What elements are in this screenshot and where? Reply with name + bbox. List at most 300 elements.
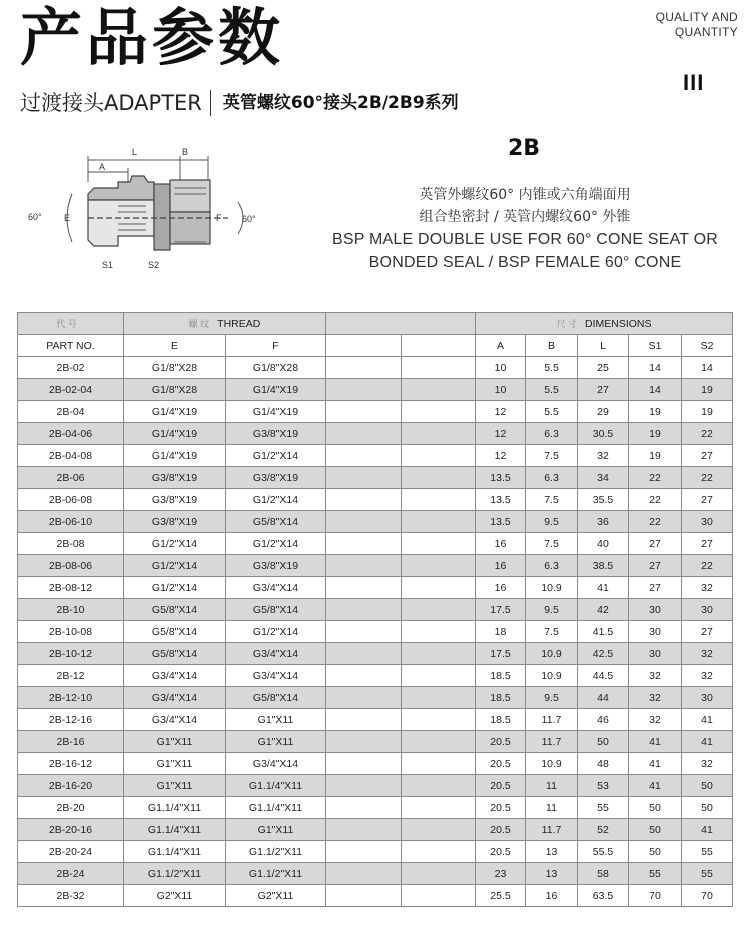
cell-s2: 30 (682, 511, 733, 533)
diagram-angle-left: 60° (28, 212, 42, 222)
cell-b: 16 (526, 885, 578, 907)
cell-s2: 41 (682, 731, 733, 753)
cell-e: G1/4"X19 (124, 423, 226, 445)
cell-s2: 32 (682, 665, 733, 687)
cell-a: 13.5 (476, 489, 526, 511)
cell-empty (402, 379, 476, 401)
diagram-label-S2: S2 (148, 260, 160, 270)
cell-f: G5/8"X14 (226, 687, 326, 709)
cell-s2: 55 (682, 841, 733, 863)
cell-part: 2B-10-12 (18, 643, 124, 665)
cell-empty (402, 643, 476, 665)
cell-e: G2"X11 (124, 885, 226, 907)
cell-l: 29 (578, 401, 629, 423)
cell-empty (402, 863, 476, 885)
cell-f: G5/8"X14 (226, 511, 326, 533)
spec-table (17, 312, 733, 907)
cell-part: 2B-20-16 (18, 819, 124, 841)
cell-empty (402, 533, 476, 555)
diagram-angle-right: 60° (242, 214, 256, 224)
cell-b: 10.9 (526, 665, 578, 687)
cell-part: 2B-10 (18, 599, 124, 621)
cell-b: 13 (526, 863, 578, 885)
table-row (18, 489, 733, 511)
cell-empty (326, 577, 402, 599)
cell-s2: 27 (682, 533, 733, 555)
cell-s1: 41 (629, 731, 682, 753)
cell-empty (326, 467, 402, 489)
cell-s1: 55 (629, 863, 682, 885)
cell-b: 5.5 (526, 379, 578, 401)
cell-l: 32 (578, 445, 629, 467)
quality-quantity-tag (656, 10, 738, 40)
cell-a: 20.5 (476, 731, 526, 753)
cell-f: G3/8"X19 (226, 555, 326, 577)
cell-empty (326, 863, 402, 885)
cell-empty (326, 819, 402, 841)
product-description (290, 184, 750, 274)
cell-l: 36 (578, 511, 629, 533)
cell-empty (326, 885, 402, 907)
cell-part: 2B-16-12 (18, 753, 124, 775)
cell-a: 20.5 (476, 775, 526, 797)
cell-part: 2B-24 (18, 863, 124, 885)
header-F: F (226, 335, 326, 357)
cell-s2: 41 (682, 819, 733, 841)
table-row (18, 555, 733, 577)
cell-e: G3/8"X19 (124, 467, 226, 489)
cell-f: G1/4"X19 (226, 401, 326, 423)
subtitle-row (20, 88, 459, 118)
cell-e: G1/2"X14 (124, 533, 226, 555)
cell-empty (326, 665, 402, 687)
cell-empty (402, 423, 476, 445)
cell-b: 13 (526, 841, 578, 863)
cell-l: 25 (578, 357, 629, 379)
cell-b: 5.5 (526, 401, 578, 423)
table-row (18, 797, 733, 819)
cell-part: 2B-12-10 (18, 687, 124, 709)
header-B: B (526, 335, 578, 357)
cell-a: 18.5 (476, 687, 526, 709)
cell-part: 2B-02-04 (18, 379, 124, 401)
cell-e: G3/4"X14 (124, 665, 226, 687)
cell-l: 53 (578, 775, 629, 797)
subtitle-divider (210, 90, 211, 116)
cell-a: 17.5 (476, 599, 526, 621)
cell-s1: 30 (629, 643, 682, 665)
cell-empty (326, 533, 402, 555)
header-blank (326, 313, 476, 335)
cell-s2: 19 (682, 379, 733, 401)
cell-s1: 30 (629, 599, 682, 621)
cell-s1: 27 (629, 533, 682, 555)
cell-s2: 32 (682, 643, 733, 665)
diagram-label-L: L (132, 147, 138, 157)
cell-s1: 32 (629, 665, 682, 687)
cell-s1: 22 (629, 489, 682, 511)
cell-a: 12 (476, 423, 526, 445)
cell-b: 7.5 (526, 621, 578, 643)
cell-a: 25.5 (476, 885, 526, 907)
cell-b: 9.5 (526, 599, 578, 621)
cell-e: G1/8"X28 (124, 379, 226, 401)
table-row (18, 863, 733, 885)
cell-empty (402, 819, 476, 841)
cell-part: 2B-12-16 (18, 709, 124, 731)
cell-empty (326, 401, 402, 423)
cell-a: 16 (476, 577, 526, 599)
cell-l: 38.5 (578, 555, 629, 577)
cell-f: G1/4"X19 (226, 379, 326, 401)
cell-b: 10.9 (526, 643, 578, 665)
desc-en-line-2: BONDED SEAL / BSP FEMALE 60° CONE (368, 254, 682, 271)
table-header-row-2 (18, 335, 733, 357)
table-row (18, 687, 733, 709)
table-row (18, 709, 733, 731)
cell-a: 20.5 (476, 819, 526, 841)
cell-s1: 14 (629, 379, 682, 401)
table-row (18, 379, 733, 401)
cell-f: G1.1/2"X11 (226, 863, 326, 885)
diagram-label-S1: S1 (102, 260, 114, 270)
desc-cn-line-1: 英管外螺纹60° 内锥或六角端面用 (419, 187, 631, 203)
cell-e: G5/8"X14 (124, 643, 226, 665)
table-row (18, 643, 733, 665)
cell-l: 48 (578, 753, 629, 775)
fitting-diagram (28, 142, 288, 272)
table-header-row-1 (18, 313, 733, 335)
cell-l: 55 (578, 797, 629, 819)
cell-empty (326, 379, 402, 401)
cell-a: 20.5 (476, 797, 526, 819)
cell-f: G2"X11 (226, 885, 326, 907)
cell-b: 6.3 (526, 467, 578, 489)
cell-s1: 41 (629, 753, 682, 775)
cell-part: 2B-20 (18, 797, 124, 819)
cell-s2: 32 (682, 753, 733, 775)
cell-empty (326, 643, 402, 665)
cell-empty (402, 555, 476, 577)
cell-f: G1.1/2"X11 (226, 841, 326, 863)
cell-empty (326, 555, 402, 577)
cell-e: G1.1/4"X11 (124, 797, 226, 819)
cell-f: G1.1/4"X11 (226, 797, 326, 819)
cell-s1: 27 (629, 555, 682, 577)
table-row (18, 775, 733, 797)
cell-b: 7.5 (526, 533, 578, 555)
cell-empty (326, 621, 402, 643)
cell-f: G3/8"X19 (226, 423, 326, 445)
cell-part: 2B-16-20 (18, 775, 124, 797)
cell-l: 34 (578, 467, 629, 489)
cell-f: G3/4"X14 (226, 577, 326, 599)
cell-e: G1"X11 (124, 753, 226, 775)
cell-empty (326, 599, 402, 621)
cell-empty (402, 841, 476, 863)
cell-e: G3/4"X14 (124, 709, 226, 731)
table-row (18, 445, 733, 467)
product-code: 2B (508, 136, 541, 161)
diagram-label-F: F (216, 213, 222, 223)
cell-a: 18.5 (476, 665, 526, 687)
category-label: 过渡接头ADAPTER (20, 91, 202, 115)
cell-f: G1/2"X14 (226, 489, 326, 511)
cell-e: G5/8"X14 (124, 599, 226, 621)
cell-e: G1"X11 (124, 775, 226, 797)
cell-l: 27 (578, 379, 629, 401)
cell-empty (402, 577, 476, 599)
cell-empty (326, 687, 402, 709)
cell-part: 2B-16 (18, 731, 124, 753)
cell-part: 2B-08 (18, 533, 124, 555)
cell-e: G3/8"X19 (124, 511, 226, 533)
cell-l: 63.5 (578, 885, 629, 907)
cell-s2: 41 (682, 709, 733, 731)
cell-b: 11.7 (526, 731, 578, 753)
cell-empty (326, 731, 402, 753)
table-row (18, 753, 733, 775)
header-empty-1 (326, 335, 402, 357)
cell-b: 11.7 (526, 709, 578, 731)
header-A: A (476, 335, 526, 357)
cell-e: G3/8"X19 (124, 489, 226, 511)
cell-e: G1/2"X14 (124, 577, 226, 599)
cell-a: 23 (476, 863, 526, 885)
cell-empty (326, 797, 402, 819)
series-label: 英管螺纹60°接头2B/2B9系列 (222, 93, 459, 113)
cell-f: G1"X11 (226, 709, 326, 731)
cell-f: G1"X11 (226, 819, 326, 841)
cell-f: G5/8"X14 (226, 599, 326, 621)
cell-l: 41 (578, 577, 629, 599)
cell-a: 12 (476, 445, 526, 467)
cell-part: 2B-06-10 (18, 511, 124, 533)
cell-part: 2B-04 (18, 401, 124, 423)
cell-l: 41.5 (578, 621, 629, 643)
cell-a: 20.5 (476, 841, 526, 863)
cell-a: 10 (476, 357, 526, 379)
cell-s1: 32 (629, 709, 682, 731)
table-row (18, 533, 733, 555)
cell-l: 55.5 (578, 841, 629, 863)
cell-part: 2B-06 (18, 467, 124, 489)
table-row (18, 577, 733, 599)
cell-e: G1/4"X19 (124, 401, 226, 423)
quantity-text: QUANTITY (674, 25, 738, 39)
cell-e: G1.1/4"X11 (124, 841, 226, 863)
cell-f: G1"X11 (226, 731, 326, 753)
table-row (18, 599, 733, 621)
cell-b: 11.7 (526, 819, 578, 841)
table-row (18, 401, 733, 423)
cell-e: G1.1/4"X11 (124, 819, 226, 841)
cell-s1: 14 (629, 357, 682, 379)
cell-s2: 30 (682, 599, 733, 621)
decorative-mark: III (683, 70, 705, 95)
cell-s2: 27 (682, 489, 733, 511)
header-S2: S2 (682, 335, 733, 357)
header-L: L (578, 335, 629, 357)
cell-part: 2B-08-06 (18, 555, 124, 577)
cell-f: G3/8"X19 (226, 467, 326, 489)
cell-empty (402, 731, 476, 753)
cell-a: 18 (476, 621, 526, 643)
cell-empty (326, 357, 402, 379)
cell-empty (402, 753, 476, 775)
table-row (18, 423, 733, 445)
cell-e: G5/8"X14 (124, 621, 226, 643)
cell-empty (402, 797, 476, 819)
cell-part: 2B-20-24 (18, 841, 124, 863)
page-title: 产品参数 (20, 1, 285, 74)
cell-empty (326, 841, 402, 863)
cell-e: G3/4"X14 (124, 687, 226, 709)
header-dimensions: 尺 寸 DIMENSIONS (476, 313, 733, 335)
cell-a: 20.5 (476, 753, 526, 775)
cell-empty (402, 665, 476, 687)
cell-e: G1/8"X28 (124, 357, 226, 379)
cell-e: G1"X11 (124, 731, 226, 753)
cell-l: 46 (578, 709, 629, 731)
cell-a: 17.5 (476, 643, 526, 665)
cell-a: 18.5 (476, 709, 526, 731)
table-row (18, 357, 733, 379)
cell-a: 13.5 (476, 511, 526, 533)
cell-a: 16 (476, 533, 526, 555)
cell-s1: 50 (629, 797, 682, 819)
cell-empty (326, 511, 402, 533)
cell-f: G3/4"X14 (226, 643, 326, 665)
cell-f: G1.1/4"X11 (226, 775, 326, 797)
cell-s2: 30 (682, 687, 733, 709)
cell-e: G1/4"X19 (124, 445, 226, 467)
cell-a: 10 (476, 379, 526, 401)
cell-l: 42.5 (578, 643, 629, 665)
cell-empty (402, 885, 476, 907)
table-row (18, 841, 733, 863)
cell-s2: 55 (682, 863, 733, 885)
cell-a: 16 (476, 555, 526, 577)
cell-empty (402, 511, 476, 533)
cell-f: G1/2"X14 (226, 445, 326, 467)
cell-b: 11 (526, 797, 578, 819)
header-part-cn: 代 号 (18, 313, 124, 335)
cell-s1: 19 (629, 445, 682, 467)
cell-f: G3/4"X14 (226, 665, 326, 687)
cell-b: 10.9 (526, 753, 578, 775)
cell-s1: 22 (629, 511, 682, 533)
cell-b: 7.5 (526, 445, 578, 467)
cell-empty (402, 489, 476, 511)
cell-s1: 50 (629, 819, 682, 841)
table-row (18, 511, 733, 533)
cell-e: G1/2"X14 (124, 555, 226, 577)
table-row (18, 731, 733, 753)
cell-a: 12 (476, 401, 526, 423)
header-thread: 螺 纹 THREAD (124, 313, 326, 335)
cell-s1: 50 (629, 841, 682, 863)
cell-s2: 19 (682, 401, 733, 423)
header-E: E (124, 335, 226, 357)
cell-s2: 14 (682, 357, 733, 379)
cell-b: 10.9 (526, 577, 578, 599)
table-row (18, 621, 733, 643)
cell-part: 2B-08-12 (18, 577, 124, 599)
diagram-label-A: A (99, 162, 106, 172)
cell-empty (402, 401, 476, 423)
cell-b: 9.5 (526, 687, 578, 709)
table-row (18, 819, 733, 841)
cell-part: 2B-06-08 (18, 489, 124, 511)
cell-part: 2B-04-06 (18, 423, 124, 445)
table-row (18, 665, 733, 687)
cell-empty (326, 445, 402, 467)
cell-part: 2B-12 (18, 665, 124, 687)
diagram-label-E: E (64, 213, 71, 223)
cell-empty (402, 687, 476, 709)
cell-e: G1.1/2"X11 (124, 863, 226, 885)
cell-part: 2B-32 (18, 885, 124, 907)
diagram-label-B: B (182, 147, 189, 157)
cell-s2: 22 (682, 555, 733, 577)
cell-a: 13.5 (476, 467, 526, 489)
cell-b: 6.3 (526, 423, 578, 445)
cell-s2: 22 (682, 467, 733, 489)
desc-cn-line-2: 组合垫密封 / 英管内螺纹60° 外锥 (419, 209, 631, 225)
cell-b: 9.5 (526, 511, 578, 533)
cell-s2: 27 (682, 621, 733, 643)
cell-s2: 32 (682, 577, 733, 599)
table-row (18, 885, 733, 907)
cell-empty (402, 775, 476, 797)
cell-empty (402, 357, 476, 379)
cell-empty (402, 599, 476, 621)
cell-l: 44.5 (578, 665, 629, 687)
cell-empty (402, 467, 476, 489)
cell-s1: 70 (629, 885, 682, 907)
cell-empty (326, 709, 402, 731)
quality-text: QUALITY AND (655, 10, 738, 24)
cell-s1: 19 (629, 423, 682, 445)
cell-l: 35.5 (578, 489, 629, 511)
cell-empty (326, 489, 402, 511)
header-S1: S1 (629, 335, 682, 357)
cell-empty (402, 621, 476, 643)
cell-s2: 22 (682, 423, 733, 445)
cell-b: 6.3 (526, 555, 578, 577)
table-row (18, 467, 733, 489)
cell-empty (326, 753, 402, 775)
cell-empty (326, 775, 402, 797)
cell-b: 5.5 (526, 357, 578, 379)
cell-f: G1/2"X14 (226, 621, 326, 643)
cell-l: 40 (578, 533, 629, 555)
cell-l: 58 (578, 863, 629, 885)
header-empty-2 (402, 335, 476, 357)
cell-f: G1/8"X28 (226, 357, 326, 379)
cell-l: 42 (578, 599, 629, 621)
cell-l: 44 (578, 687, 629, 709)
cell-part: 2B-04-08 (18, 445, 124, 467)
cell-l: 52 (578, 819, 629, 841)
cell-s2: 50 (682, 797, 733, 819)
cell-f: G1/2"X14 (226, 533, 326, 555)
header-part-no: PART NO. (18, 335, 124, 357)
cell-f: G3/4"X14 (226, 753, 326, 775)
cell-l: 50 (578, 731, 629, 753)
cell-part: 2B-10-08 (18, 621, 124, 643)
